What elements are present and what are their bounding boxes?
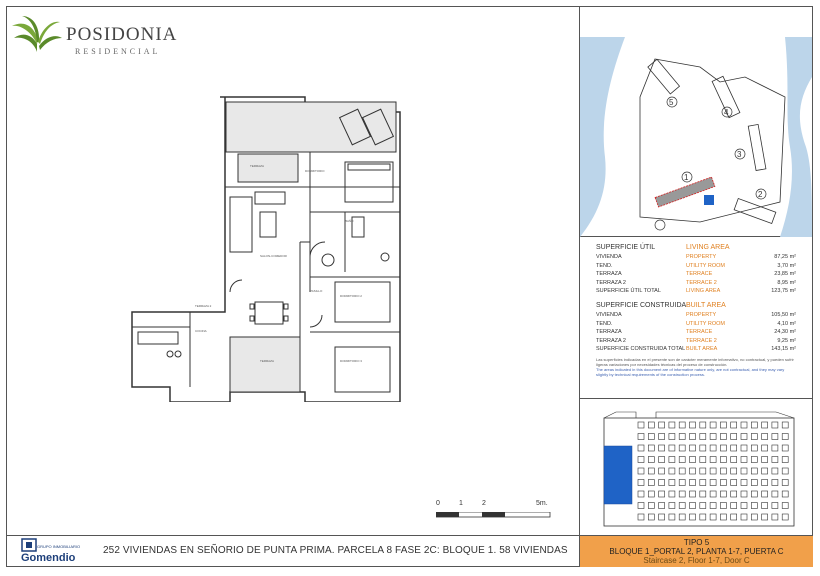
svg-text:BAÑO: BAÑO	[345, 219, 354, 223]
project-title: 252 VIVIENDAS EN SEÑORIO DE PUNTA PRIMA. PARCELA 8 FASE 2C: BLOQUE 1. 58 VIVIENDAS	[103, 545, 568, 556]
svg-text:TERRAZA: TERRAZA	[250, 164, 265, 168]
svg-text:DORMITORIO 3: DORMITORIO 3	[340, 359, 362, 363]
building-number: 2	[758, 190, 763, 199]
scale-label: 0	[436, 500, 440, 507]
building-number: 5	[669, 98, 674, 107]
disclaimer-es: Las superficies indicadas en el presente son de carácter meramente informativo, no contractual, y pueden sufrir ligeras variaciones por necesidades técnicas del proceso de construcción.	[596, 356, 794, 367]
table-row: VIVIENDA PROPERTY 105,50 m²	[596, 311, 796, 318]
palm-icon	[12, 14, 62, 54]
table-row: TERRAZA TERRACE 24,30 m²	[596, 329, 796, 336]
unit-location-en: Staircase 2, Floor 1-7, Door C	[643, 556, 750, 565]
brand-name: POSIDONIA	[66, 24, 178, 45]
posidonia-logo	[10, 10, 210, 56]
table-row: SUPERFICIE ÚTIL TOTAL LIVING AREA 123,75 m²	[596, 288, 796, 295]
surface-table	[596, 242, 796, 377]
building-elevation	[596, 408, 802, 528]
floor-plan	[130, 92, 420, 402]
svg-text:TERRAZA 2: TERRAZA 2	[195, 304, 212, 308]
table-row: TERRAZA 2 TERRACE 2 9,25 m²	[596, 337, 796, 344]
unit-type-box	[580, 536, 813, 567]
unit-location: BLOQUE 1_PORTAL 2, PLANTA 1-7, PUERTA C	[609, 547, 784, 556]
footer-project	[7, 536, 577, 566]
unit-type: TIPO 5	[683, 538, 710, 547]
scale-label: 5m.	[536, 500, 548, 507]
gomendio-mark-icon	[21, 538, 37, 552]
table-row: TERRAZA 2 TERRACE 2 8,95 m²	[596, 279, 796, 286]
developer-name: Gomendio	[21, 552, 76, 564]
svg-text:TERRAZA: TERRAZA	[260, 359, 275, 363]
building-number: 4	[724, 108, 729, 117]
svg-text:DORMITORIO 2: DORMITORIO 2	[340, 294, 362, 298]
site-map	[580, 37, 812, 237]
brand-subtitle: RESIDENCIAL	[75, 47, 161, 56]
util-title: SUPERFICIE ÚTIL	[596, 244, 656, 251]
gomendio-logo	[15, 538, 95, 566]
svg-text:COCINA: COCINA	[195, 329, 207, 333]
north-arrow-icon	[655, 220, 665, 230]
scale-label: 2	[482, 500, 486, 507]
table-row: TERRAZA TERRACE 23,85 m²	[596, 271, 796, 278]
table-row: VIVIENDA PROPERTY 87,25 m²	[596, 254, 796, 260]
building-number: 3	[737, 150, 742, 159]
table-row: TEND. UTILITY ROOM 4,10 m²	[596, 320, 796, 327]
svg-text:DORMITORIO: DORMITORIO	[305, 169, 325, 173]
scale-bar	[430, 500, 560, 522]
table-row: SUPERFICIE CONSTRUIDA TOTAL BUILT AREA 143,15 m²	[596, 346, 796, 353]
util-title-en: LIVING AREA	[686, 244, 730, 251]
util-header	[596, 242, 796, 253]
building-number: 1	[684, 173, 689, 182]
table-row: TEND. UTILITY ROOM 3,70 m²	[596, 262, 796, 269]
disclaimer-en: The areas indicated in this document are of informative nature only, are not contractual, and they may vary slightly by technical requirements of the construction process.	[596, 366, 785, 377]
scale-ruler	[436, 512, 556, 520]
scale-label: 1	[459, 500, 463, 507]
svg-text:SALON-COMEDOR: SALON-COMEDOR	[260, 254, 287, 258]
developer-subtitle: GRUPO INMOBILIARIO	[37, 544, 81, 549]
divider	[579, 398, 813, 399]
built-header	[596, 300, 796, 311]
built-title-en: BUILT AREA	[686, 301, 726, 309]
svg-text:PASILLO: PASILLO	[310, 289, 323, 293]
built-title: SUPERFICIE CONSTRUIDA	[596, 301, 687, 309]
